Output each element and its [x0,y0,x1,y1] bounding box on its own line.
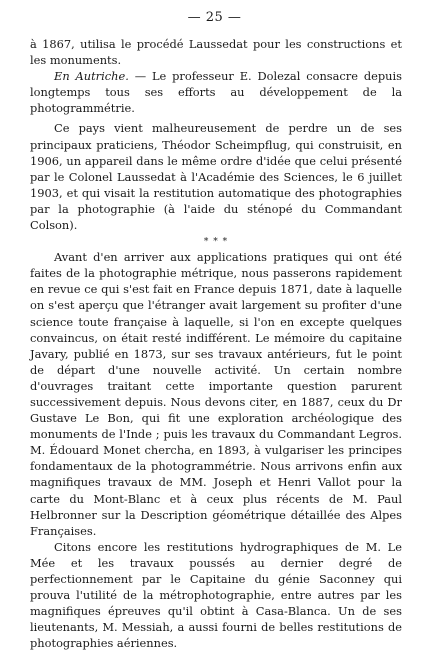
section-run-in-heading: En Autriche. [54,69,129,84]
paragraph-continuation: à 1867, utilisa le procédé Laussedat pour les constructions et les monuments. [30,37,402,68]
body-text [30,36,402,651]
paragraph-scheimpflug: Ce pays vient malheureusement de perdre un de ses principaux praticiens, Théodor Scheimpflug, qui construisit, en 1906, un appareil dans le même ordre d'idée que celui présenté par le Colonel Laussedat à l'Académie des Sciences, le 6 juillet 1903, et qui visait la restitution automatique des photographies par la photographie (à l'aide du sténopé du Commandant Colson). [30,121,402,233]
paragraph-hydrographic: Citons encore les restitutions hydrographiques de M. Le Mée et les travaux poussés au dernier degré de perfectionnement par le Capitaine du génie Saconney qui prouva l'utilité de la métrophotographie, entre autres par les magnifiques épreuves qu'il obtint à Casa-Blanca. Un de ses lieutenants, M. Messiah, a aussi fourni de belles restitutions de photographies aériennes. [30,539,402,651]
paragraph-france: Avant d'en arriver aux applications pratiques qui ont été faites de la photographie métrique, nous passerons rapidement en revue ce qui s'est fait en France depuis 1871, date à laquelle on s'est aperçu que l'étranger avait largement su profiter d'une science toute française à laquelle, si l'on en excepte quelques convaincus, on était resté indifférent. Le mémoire du capitaine Javary, publié en 1873, sur ses travaux antérieurs, fut le point de départ d'une nouvelle activité. Un certain nombre d'ouvrages traitant cette importante question parurent successivement depuis. Nous devons citer, en 1887, ceux du Dr Gustave Le Bon, qui fit une exploration archéologique des monuments de l'Inde ; puis les travaux du Commandant Legros. M. Édouard Monet chercha, en 1893, à vulgariser les principes fondamentaux de la photogrammétrie. Nous arrivons enfin aux magnifiques travaux de MM. Joseph et Henri Vallot pour la carte du Mont-Blanc et à ceux plus récents de M. Paul Helbronner sur la Description géométrique détaillée des Alpes Françaises. [30,250,402,538]
paragraph-austria-text: — Le professeur E. Dolezal consacre depuis longtemps tous ses efforts au développement de la photogrammétrie. [30,69,402,116]
paragraph-austria [30,68,402,116]
section-asterism: * * * [203,237,229,248]
page-number: — 25 — [187,10,242,25]
